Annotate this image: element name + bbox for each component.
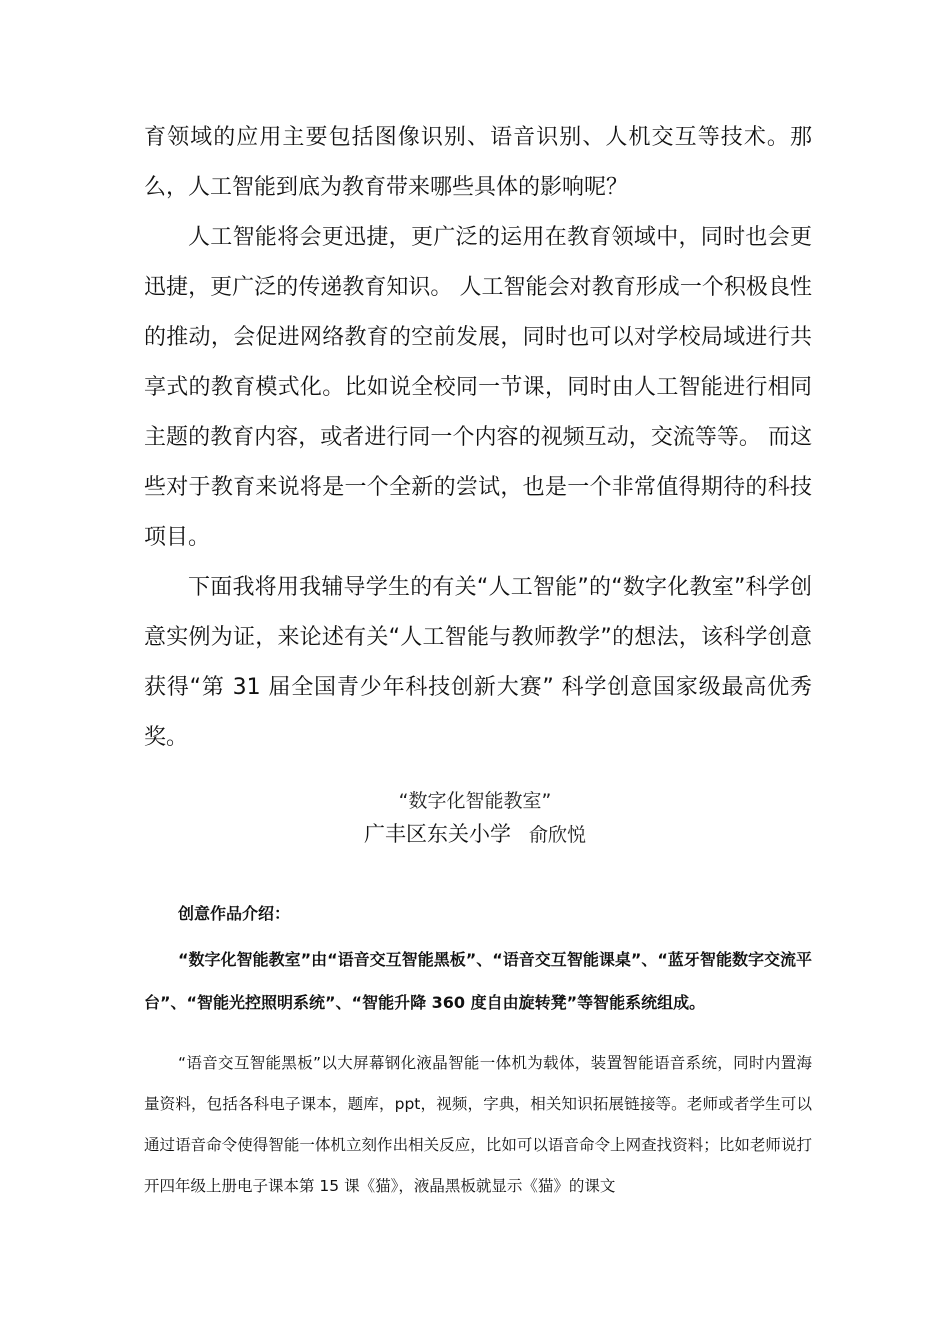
body-paragraph-3: 下面我将用我辅导学生的有关“人工智能”的“数字化教室”科学创意实例为证，来论述有关“人工智能与教师教学”的想法，该科学创意获得“第 31 届全国青少年科技创新大赛” 科学创意国家级最高优秀奖。 [144, 575, 812, 750]
body-paragraph-2: 人工智能将会更迅捷，更广泛的运用在教育领域中，同时也会更迅捷，更广泛的传递教育知识。 人工智能会对教育形成一个积极良性的推动，会促进网络教育的空前发展，同时也可以对学校局域进行共享式的教育模式化。比如说全校同一节课，同时由人工智能进行相同主题的教育内容，或者进行同一个内容的视频互动，交流等等。 而这些对于教育来说将是一个全新的尝试，也是一个非常值得期待的科技项目。 [144, 225, 812, 550]
body-paragraph-1: 育领域的应用主要包括图像识别、语音识别、人机交互等技术。那么，人工智能到底为教育带来哪些具体的影响呢？ [144, 125, 812, 200]
intro-heading: 创意作品介绍： [178, 904, 291, 923]
author-line [0, 818, 950, 848]
work-title: “数字化智能教室” [398, 790, 552, 812]
school-name: 广丰区东关小学 [363, 822, 511, 846]
intro-paragraph-1: “数字化智能教室”由“语音交互智能黑板”、“语音交互智能课桌”、“蓝牙智能数字交流平台”、“智能光控照明系统”、“智能升降 360 度自由旋转凳”等智能系统组成。 [144, 950, 812, 1012]
intro-paragraph-2: “语音交互智能黑板”以大屏幕钢化液晶智能一体机为载体，装置智能语音系统，同时内置海量资料，包括各科电子课本，题库，ppt，视频，字典，相关知识拓展链接等。老师或者学生可以通过语音命令使得智能一体机立刻作出相关反应，比如可以语音命令上网查找资料；比如老师说打开四年级上册电子课本第 15 课《猫》，液晶黑板就显示《猫》的课文 [144, 1054, 812, 1195]
student-name: 俞欣悦 [528, 824, 586, 846]
